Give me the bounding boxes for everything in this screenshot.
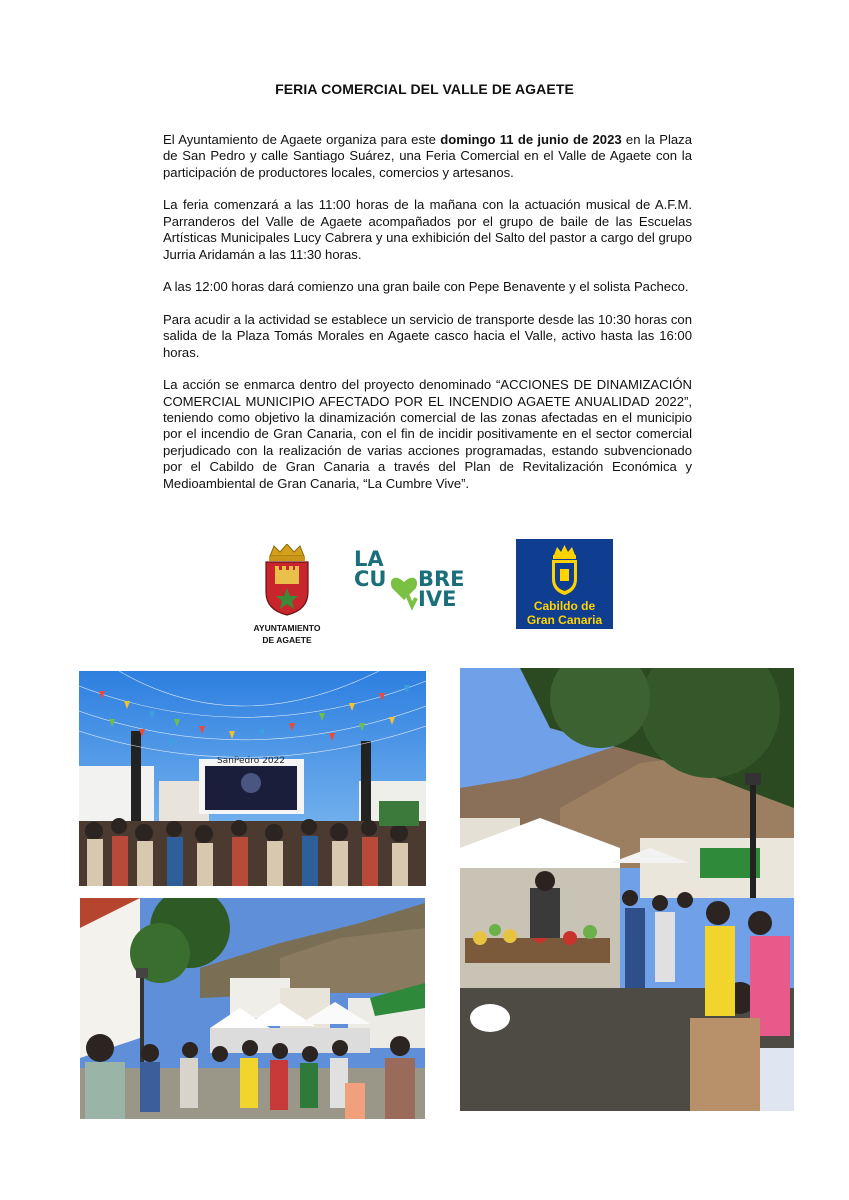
heart-icon bbox=[391, 578, 417, 600]
coat-of-arms-icon bbox=[262, 544, 312, 616]
svg-text:CU: CU bbox=[354, 567, 387, 591]
cabildo-crest-icon bbox=[516, 539, 613, 599]
la-cumbre-vive-logo bbox=[352, 548, 480, 612]
paragraph-dance: A las 12:00 horas dará comienzo una gran baile con Pepe Benavente y el solista Pacheco. bbox=[163, 279, 689, 295]
svg-text:IVE: IVE bbox=[418, 587, 457, 611]
ayuntamiento-agaete-caption: AYUNTAMIENTO DE AGAETE bbox=[253, 623, 321, 645]
stage-sign: SanPedro 2022 bbox=[216, 756, 286, 766]
svg-text:BRE: BRE bbox=[418, 567, 465, 591]
photo-street-tents bbox=[80, 898, 425, 1119]
photo-market-stalls bbox=[460, 668, 794, 1111]
paragraph-transport: Para acudir a la actividad se establece un servicio de transporte desde las 10:30 horas con salida de la Plaza Tomás Morales en Agaete casco hacia el Valle, activo hasta las 16:00 horas. bbox=[163, 311, 692, 360]
paragraph-project: La acción se enmarca dentro del proyecto denominado “ACCIONES DE DINAMIZACIÓN COMERCIAL MUNICIPIO AFECTADO POR EL INCENDIO AGAETE ANUALIDAD 2022”, teniendo como objetivo la dinamización comercial de las zonas afectadas en el municipio por el incendio de Gran Canaria, con el fin de incidir positivamente en el sector comercial perjudicado con la realización de varias acciones programadas, estando subvencionado por el Cabildo de Gran Canaria a través del Plan de Revitalización Económica y Medioambiental de Gran Canaria, “La Cumbre Vive”. bbox=[163, 377, 692, 491]
svg-text:LA: LA bbox=[354, 548, 384, 571]
paragraph-schedule: La feria comenzará a las 11:00 horas de la mañana con la actuación musical de A.F.M. Parranderos del Valle de Agaete acompañados por el grupo de baile de las Escuelas Artísticas Municipales Lucy Cabrera y una exhibición del Salto del pastor a cargo del grupo Jurria Aridamán a las 11:30 horas. bbox=[163, 197, 692, 262]
ayuntamiento-agaete-logo bbox=[248, 544, 326, 652]
cabildo-label-line2: Gran Canaria bbox=[526, 613, 603, 627]
cabildo-gran-canaria-logo bbox=[516, 539, 613, 629]
document-title: FERIA COMERCIAL DEL VALLE DE AGAETE bbox=[275, 81, 574, 97]
cabildo-label-line1: Cabildo de bbox=[533, 599, 596, 613]
paragraph-intro: El Ayuntamiento de Agaete organiza para este domingo 11 de junio de 2023 en la Plaza de San Pedro y calle Santiago Suárez, una Feria Comercial en el Valle de Agaete con la participación de productores locales, comercios y artesanos. bbox=[163, 132, 692, 180]
photo-plaza-stage bbox=[79, 671, 426, 886]
document-body bbox=[163, 132, 692, 508]
event-date: domingo 11 de junio de 2023 bbox=[440, 132, 622, 147]
